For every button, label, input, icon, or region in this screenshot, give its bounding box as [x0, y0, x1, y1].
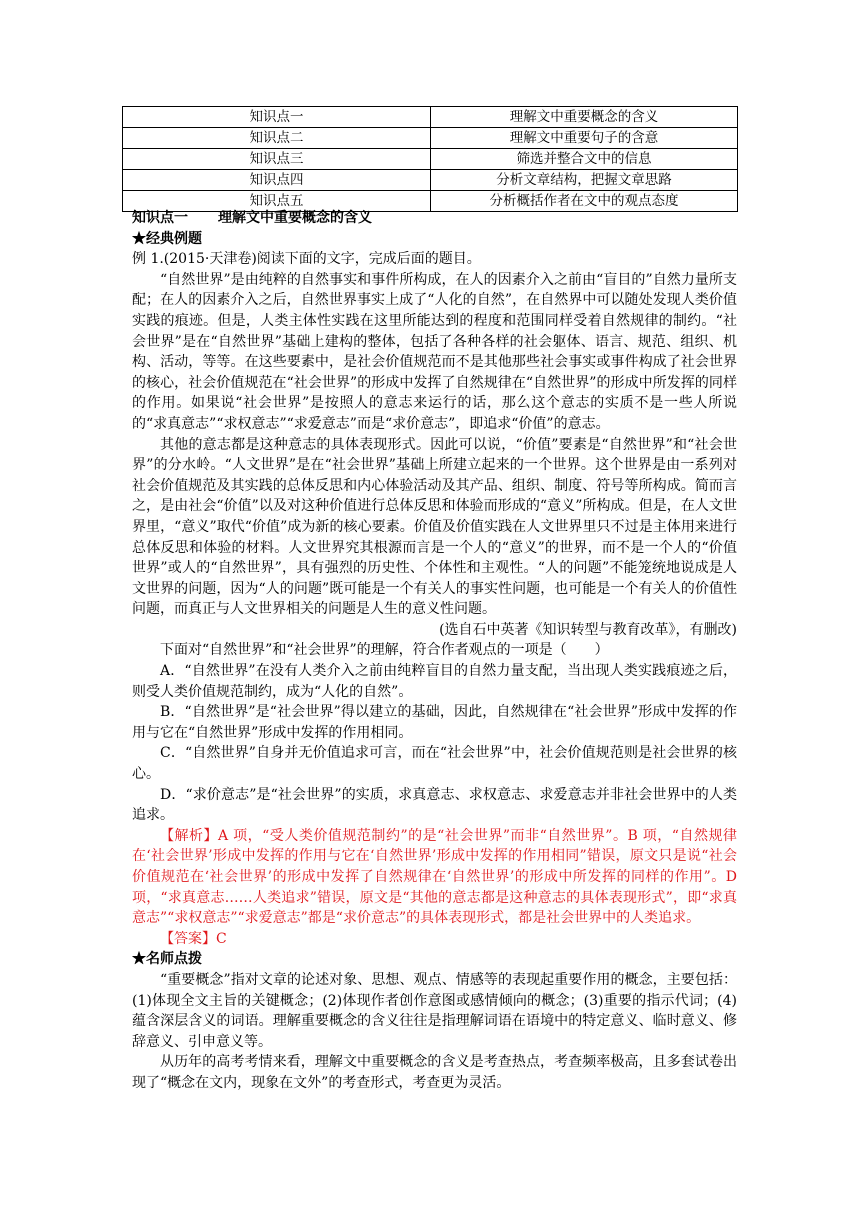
table-cell: 分析概括作者在文中的观点态度 — [431, 191, 738, 212]
source-citation: (选自石中英著《知识转型与教育改革》，有删改) — [439, 621, 737, 638]
table-cell: 知识点五 — [123, 191, 431, 212]
section-title: 理解文中重要概念的含义 — [218, 210, 372, 226]
table-row — [123, 149, 738, 170]
option-b: B．“自然世界”是“社会世界”得以建立的基础，因此，自然规律在“社会世界”形成中发挥的作用与它在“自然世界”形成中发挥的作用相同。 — [132, 704, 737, 741]
table-cell: 知识点四 — [123, 170, 431, 191]
table-row — [123, 107, 738, 128]
analysis-text: 【解析】A 项，“受人类价值规范制约”的是“社会世界”而非“自然世界”。B 项，“自然规律在‘社会世界’形成中发挥的作用与它在‘自然世界’形成中发挥的作用相同”错误，原文只是说“社会价值规范在‘社会世界’的形成中发挥了自然规律在‘自然世界’的形成中所发挥的同样的作用”。D 项，“求真意志……人类追求”错误，原文是“其他的意志都是这种意志的具体表现形式”，即“求真意志”“求权意志”“求爱意志”都是“求价意志”的具体表现形式，都是社会世界中的人类追求。 — [132, 827, 737, 927]
content-body — [132, 208, 737, 1094]
table-row — [123, 128, 738, 149]
question-stem: 下面对“自然世界”和“社会世界”的理解，符合作者观点的一项是（ ） — [160, 642, 609, 659]
option-a: A．“自然世界”在没有人类介入之前由纯粹盲目的自然力量支配，当出现人类实践痕迹之后，则受人类价值规范制约，成为“人化的自然”。 — [132, 663, 737, 700]
table-cell: 筛选并整合文中的信息 — [431, 149, 738, 170]
knowledge-points-table — [122, 106, 738, 212]
table-cell: 知识点二 — [123, 128, 431, 149]
table-cell: 知识点三 — [123, 149, 431, 170]
option-c: C．“自然世界”自身并无价值追求可言，而在“社会世界”中，社会价值规范则是社会世界的核心。 — [132, 745, 737, 783]
example-intro: 例 1.(2015·天津卷)阅读下面的文字，完成后面的题目。 — [132, 251, 481, 268]
table-row — [123, 170, 738, 191]
passage-paragraph: 其他的意志都是这种意志的具体表现形式。因此可以说，“价值”要素是“自然世界”和“社会世界”的分水岭。“人文世界”是在“社会世界”基础上所建立起来的一个世界。这个世界是由一系列对社会价值规范及其实践的总体反思和内心体验活动及其产品、组织、制度、符号等所构成。简而言之，是由社会“价值”以及对这种价值进行总体反思和体验而形成的“意义”所构成。但是，在人文世界里，“意义”取代“价值”成为新的核心要素。价值及价值实践在人文世界里只不过是主体用来进行总体反思和体验的材料。人文世界究其根源而言是一个人的“意义”的世界，而不是一个人的“价值世界”或人的“自然世界”，具有强烈的历史性、个体性和主观性。“人的问题”不能笼统地说成是人文世界的问题，因为“人的问题”既可能是一个有关人的事实性问题，也可能是一个有关人的价值性问题，而真正与人文世界相关的问题是人生的意义性问题。 — [132, 436, 737, 618]
table-cell: 分析文章结构，把握文章思路 — [431, 170, 738, 191]
table-cell: 理解文中重要句子的含意 — [431, 128, 738, 149]
tips-paragraph: “重要概念”指对文章的论述对象、思想、观点、情感等的表现起重要作用的概念，主要包括：(1)体现全文主旨的关键概念；(2)体现作者创作意图或感情倾向的概念；(3)重要的指示代词；(4)蕴含深层含义的词语。理解重要概念的含义往往是指理解词语在语境中的特定意义、临时意义、修辞意义、引申意义等。 — [132, 971, 737, 1050]
table-cell: 理解文中重要概念的含义 — [431, 107, 738, 128]
answer-text: 【答案】C — [160, 930, 227, 947]
section-number: 知识点一 — [132, 210, 188, 226]
passage-paragraph: “自然世界”是由纯粹的自然事实和事件所构成，在人的因素介入之前由“盲目的”自然力量所支配；在人的因素介入之后，自然世界事实上成了“人化的自然”，在自然界中可以随处发现人类价值实践的痕迹。但是，人类主体性实践在这里所能达到的程度和范围同样受着自然规律的制约。“社会世界”是在“自然世界”基础上建构的整体，包括了各种各样的社会躯体、语言、规范、组织、机构、活动，等等。在这些要素中，是社会价值规范而不是其他那些社会事实或事件构成了社会世界的核心，社会价值规范在“社会世界”的形成中发挥了自然规律在“自然世界”的形成中所发挥的同样的作用。如果说“社会世界”是按照人的意志来运行的话，那么这个意志的实质不是一些人所说的“求真意志”“求权意志”“求爱意志”而是“求价意志”，即追求“价值”的意志。 — [132, 271, 737, 432]
tips-paragraph: 从历年的高考考情来看，理解文中重要概念的含义是考查热点，考查频率极高，且多套试卷出现了“概念在文内，现象在文外”的考查形式，考查更为灵活。 — [132, 1054, 737, 1091]
option-d: D．“求价意志”是“社会世界”的实质，求真意志、求权意志、求爱意志并非社会世界中的人类追求。 — [132, 786, 737, 824]
table-cell: 知识点一 — [123, 107, 431, 128]
tips-heading: ★名师点拨 — [132, 951, 202, 968]
section-heading — [132, 208, 737, 229]
example-heading: ★经典例题 — [132, 230, 202, 247]
